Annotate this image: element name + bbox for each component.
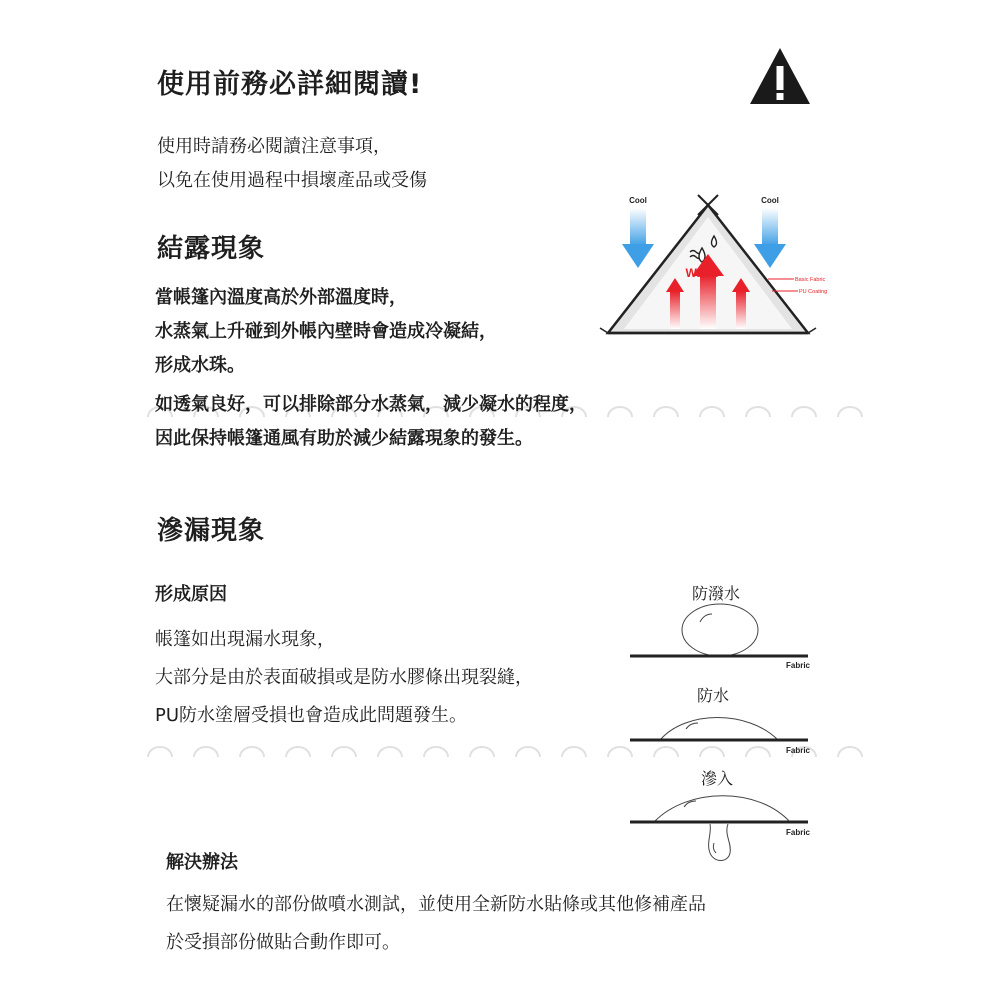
fabric-label: Fabric — [786, 828, 810, 837]
condensation-line: 形成水珠。 — [155, 355, 245, 376]
solution-subheading: 解決辦法 — [166, 852, 238, 873]
repellent-diagram — [628, 600, 810, 672]
page-title: 使用前務必詳細閱讀! — [157, 69, 423, 100]
cool-arrow-left — [622, 208, 654, 268]
ventilation-tip — [155, 388, 587, 456]
fabric-label: Fabric — [786, 746, 810, 755]
warning-icon — [748, 46, 812, 106]
cause-line: 帳篷如出現漏水現象， — [155, 629, 335, 650]
repellent-caption: 防潑水 — [692, 584, 741, 603]
leakage-heading: 滲漏現象 — [157, 516, 266, 546]
condensation-line: 水蒸氣上升碰到外帳內壁時會造成冷凝結， — [155, 321, 497, 342]
condensation-line: 當帳篷內溫度高於外部溫度時， — [155, 287, 407, 308]
seepage-diagram — [628, 785, 810, 865]
condensation-heading: 結露現象 — [157, 234, 266, 264]
warm-label: Warm — [685, 266, 719, 280]
cool-label-left: Cool — [629, 196, 647, 205]
cool-label-right: Cool — [761, 196, 779, 205]
tip-line: 如透氣良好，可以排除部分水蒸氣，減少凝水的程度， — [155, 394, 587, 415]
condensation-description — [155, 281, 497, 383]
pu-coating-label: PU Coating — [799, 289, 828, 295]
tip-line: 因此保持帳篷通風有助於減少結露現象的發生。 — [155, 428, 533, 449]
cool-arrow-right — [754, 208, 786, 268]
seepage-caption: 滲入 — [701, 769, 734, 788]
cause-line: PU防水塗層受損也會造成此問題發生。 — [155, 705, 468, 726]
intro-line: 以免在使用過程中損壞產品或受傷 — [157, 170, 427, 191]
waterproof-diagram — [628, 705, 810, 761]
basic-fabric-label: Basic Fabric — [795, 277, 826, 283]
solution-text — [166, 886, 706, 962]
waterproof-caption: 防水 — [697, 686, 730, 705]
cause-line: 大部分是由於表面破損或是防水膠條出現裂縫， — [155, 667, 533, 688]
condensation-diagram — [590, 190, 840, 350]
cause-subheading: 形成原因 — [155, 584, 227, 605]
cause-text — [155, 621, 533, 735]
intro-line: 使用時請務必閱讀注意事項， — [157, 136, 391, 157]
intro-text — [157, 130, 427, 198]
solution-line: 於受損部份做貼合動作即可。 — [166, 932, 400, 953]
solution-line: 在懷疑漏水的部份做噴水測試，並使用全新防水貼條或其他修補產品 — [166, 894, 706, 915]
fabric-label: Fabric — [786, 661, 810, 670]
